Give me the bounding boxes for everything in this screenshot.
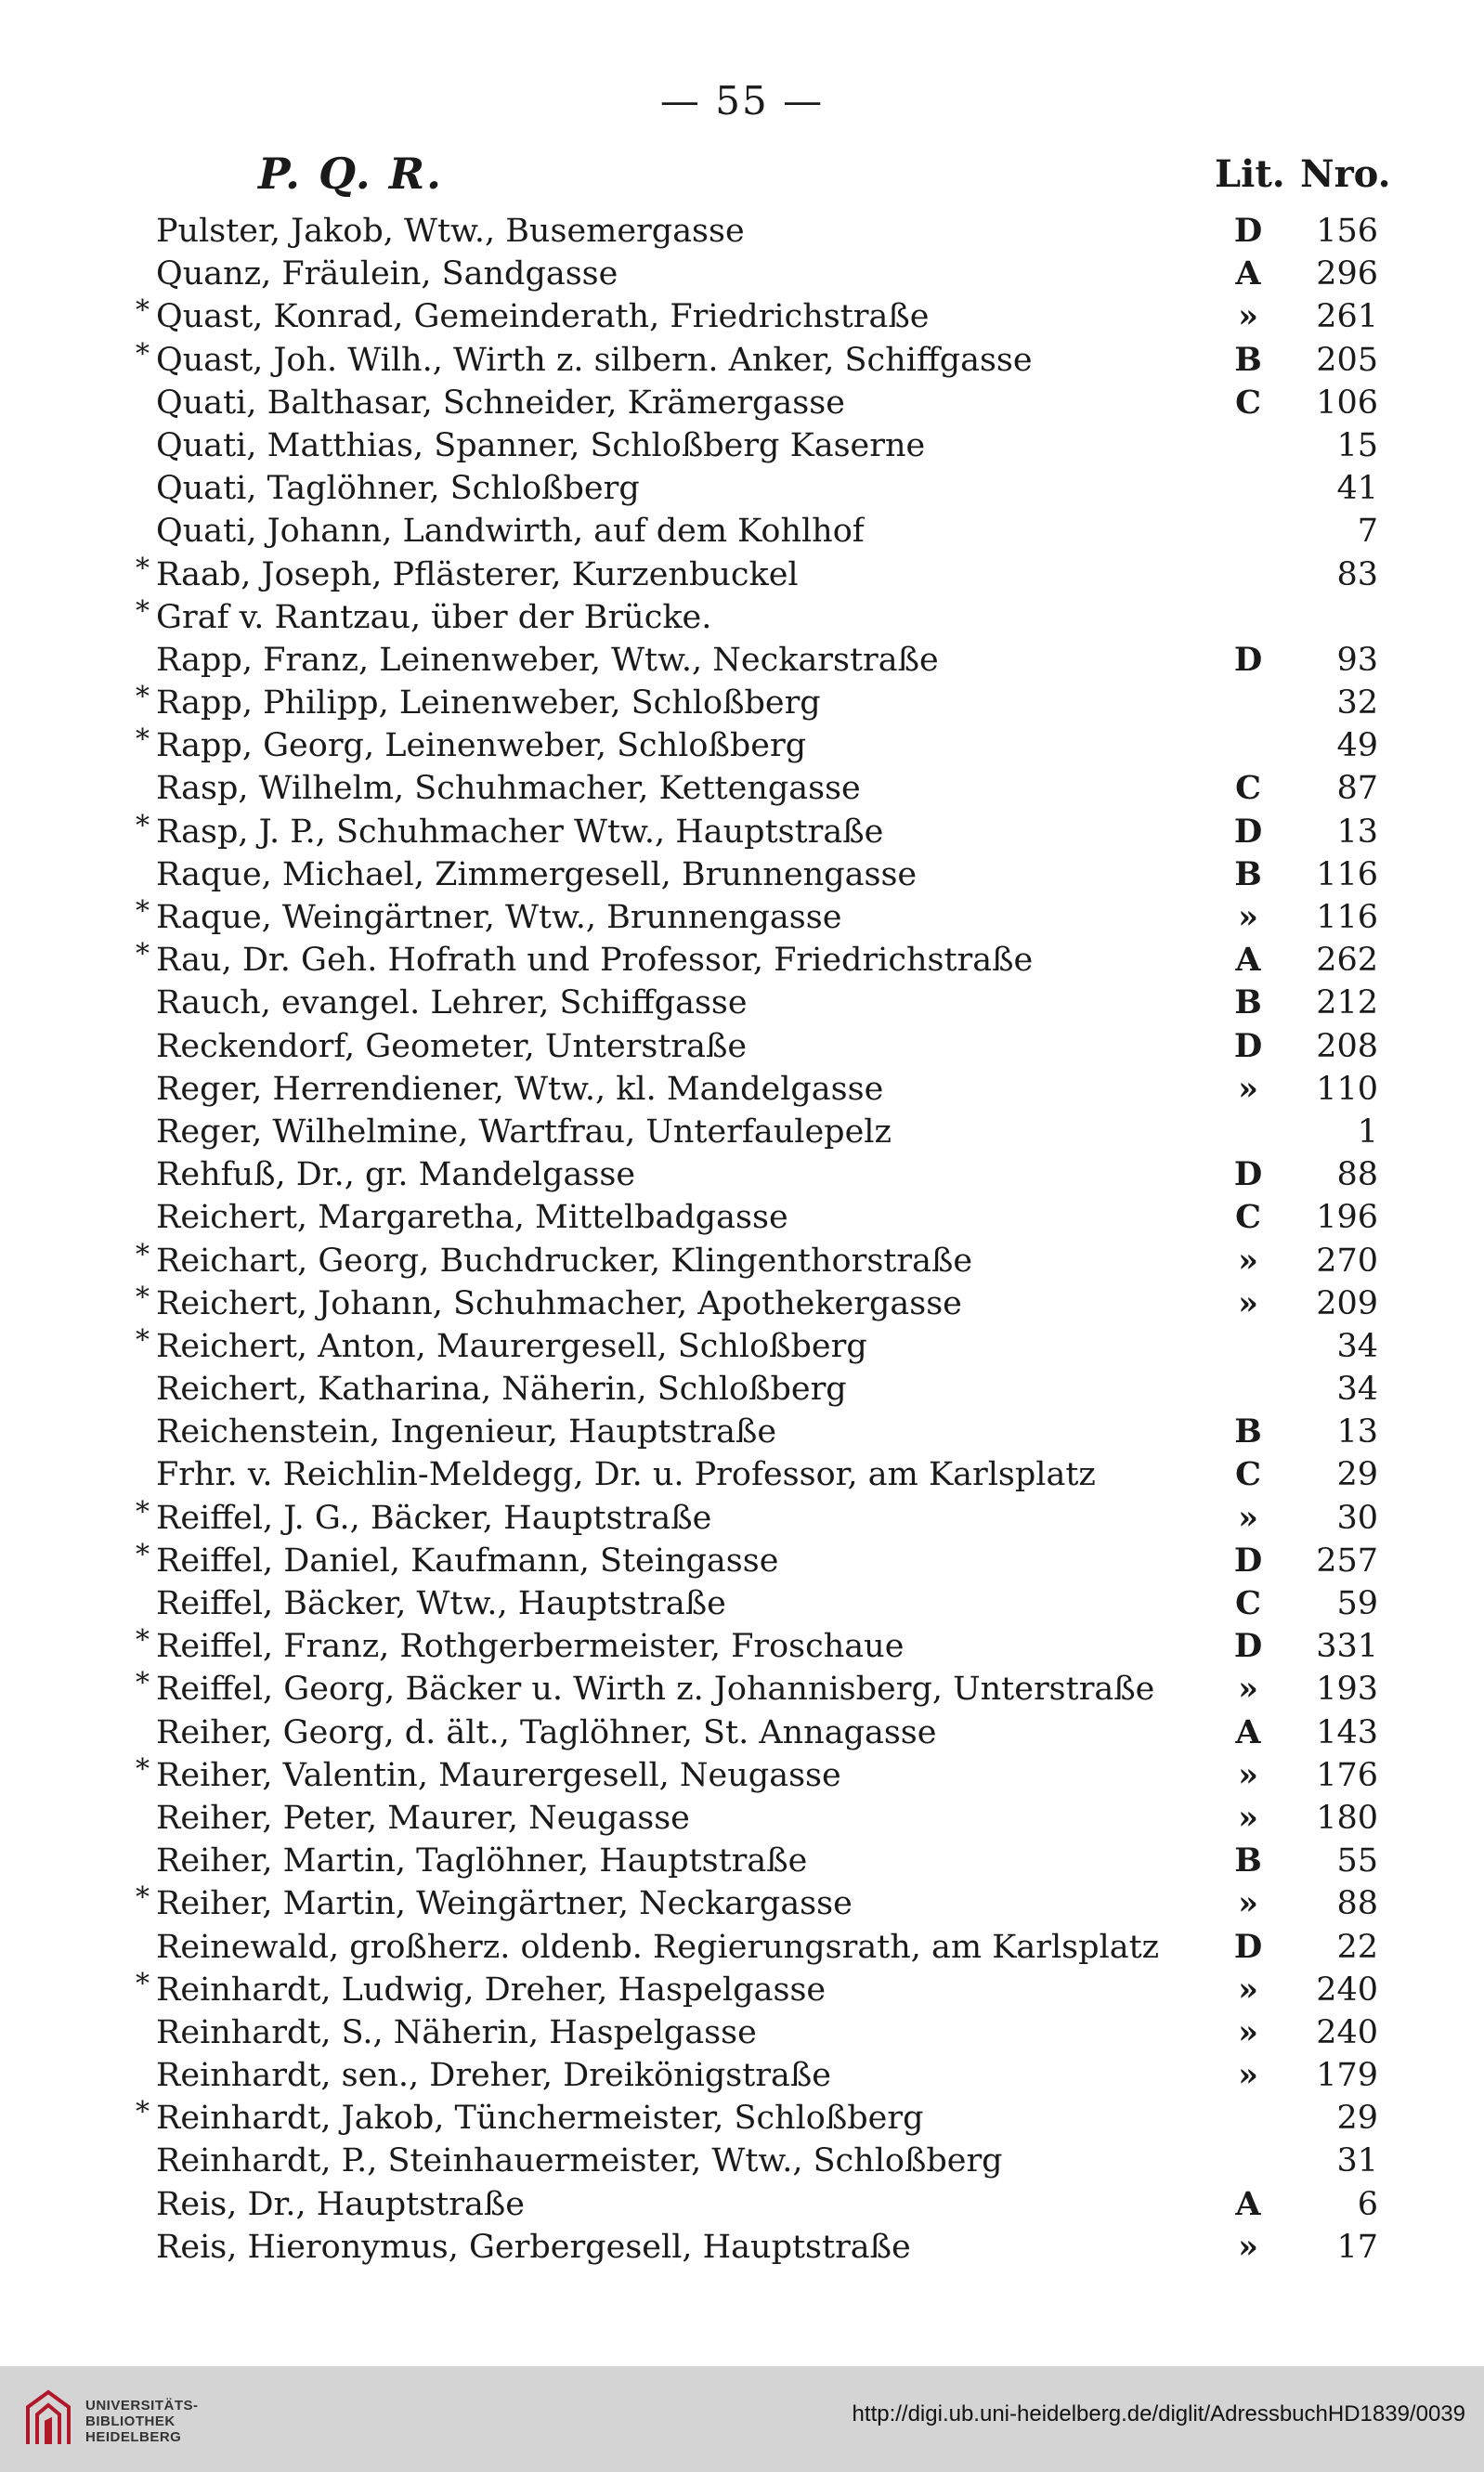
entry-nro: 15	[1336, 426, 1378, 464]
entry-nro: 41	[1336, 470, 1378, 508]
list-item	[0, 1840, 1484, 1882]
entry-marker: *	[136, 294, 150, 328]
entry-name: Rau, Dr. Geh. Hofrath und Professor, Friedrichstraße	[156, 942, 1034, 980]
entry-name: Frhr. v. Reichlin-Meldegg, Dr. u. Professor, am Karlsplatz	[156, 1456, 1096, 1494]
list-item	[0, 939, 1484, 982]
list-item	[0, 2183, 1484, 2226]
list-item	[0, 724, 1484, 767]
entry-nro: 205	[1316, 341, 1378, 379]
entry-nro: 87	[1336, 770, 1378, 808]
entry-name: Rasp, Wilhelm, Schuhmacher, Kettengasse	[156, 770, 861, 808]
entry-lit: D	[1233, 1026, 1263, 1065]
entry-nro: 106	[1316, 384, 1378, 422]
entry-lit: A	[1235, 2184, 1261, 2223]
list-item	[0, 2054, 1484, 2097]
entry-name: Reiher, Peter, Maurer, Neugasse	[156, 1799, 690, 1837]
entry-marker: *	[136, 1323, 150, 1357]
entry-lit: »	[1238, 1884, 1258, 1923]
entry-nro: 262	[1316, 942, 1378, 980]
entry-nro: 116	[1316, 855, 1378, 893]
entry-marker: *	[136, 1624, 150, 1658]
entry-marker: *	[136, 723, 150, 757]
list-item	[0, 1582, 1484, 1625]
entry-nro: 208	[1316, 1027, 1378, 1065]
list-item	[0, 1969, 1484, 2011]
entry-lit: »	[1238, 1798, 1258, 1837]
entry-lit: D	[1233, 1927, 1263, 1966]
entry-nro: 31	[1336, 2142, 1378, 2180]
logo-line-2: BIBLIOTHEK	[85, 2413, 176, 2429]
entry-lit: B	[1234, 1412, 1262, 1451]
column-header-nro: Nro.	[1300, 152, 1391, 196]
list-item	[0, 210, 1484, 253]
list-item	[0, 1797, 1484, 1840]
entry-lit: C	[1235, 1455, 1261, 1494]
entry-marker: *	[136, 1967, 150, 2000]
entry-name: Reichart, Georg, Buchdrucker, Klingenthorstraße	[156, 1242, 973, 1280]
entry-name: Reger, Herrendiener, Wtw., kl. Mandelgasse	[156, 1070, 884, 1108]
list-item	[0, 1153, 1484, 1196]
entry-name: Quati, Matthias, Spanner, Schloßberg Kaserne	[156, 426, 926, 464]
entry-marker: *	[136, 1538, 150, 1571]
entry-lit: »	[1238, 1498, 1258, 1537]
entry-nro: 30	[1336, 1499, 1378, 1537]
logo-line-1: UNIVERSITÄTS-	[85, 2398, 199, 2413]
entry-nro: 59	[1336, 1585, 1378, 1622]
entry-nro: 7	[1357, 513, 1378, 551]
entry-nro: 180	[1316, 1799, 1378, 1837]
entry-nro: 176	[1316, 1756, 1378, 1794]
entry-nro: 261	[1316, 298, 1378, 336]
entry-nro: 17	[1336, 2228, 1378, 2266]
list-item	[0, 1025, 1484, 1068]
list-item	[0, 1711, 1484, 1754]
entry-lit: »	[1238, 297, 1258, 336]
entry-nro: 55	[1336, 1842, 1378, 1880]
entry-name: Quast, Joh. Wilh., Wirth z. silbern. Anker, Schiffgasse	[156, 341, 1033, 379]
list-item	[0, 639, 1484, 682]
entry-nro: 34	[1336, 1371, 1378, 1409]
entry-marker: *	[136, 809, 150, 842]
entry-name: Reiffel, Georg, Bäcker u. Wirth z. Johannisberg, Unterstraße	[156, 1671, 1155, 1709]
page-number: — 55 —	[659, 78, 825, 124]
entry-lit: C	[1235, 1198, 1261, 1237]
source-url-link[interactable]: http://digi.ub.uni-heidelberg.de/diglit/AdressbuchHD1839/0039	[852, 2401, 1465, 2426]
entry-lit: C	[1235, 769, 1261, 808]
entry-name: Reinhardt, Ludwig, Dreher, Haspelgasse	[156, 1971, 827, 2009]
entry-nro: 88	[1336, 1156, 1378, 1194]
entry-nro: 156	[1316, 213, 1378, 250]
list-item	[0, 682, 1484, 724]
entry-marker: *	[136, 594, 150, 628]
entry-marker: *	[136, 938, 150, 971]
library-logo-icon	[20, 2387, 76, 2452]
entry-lit: D	[1233, 1627, 1263, 1666]
entry-name: Reiher, Valentin, Maurergesell, Neugasse	[156, 1756, 841, 1794]
list-item	[0, 896, 1484, 939]
entry-nro: 240	[1316, 2013, 1378, 2051]
entry-nro: 212	[1316, 984, 1378, 1022]
entry-nro: 179	[1316, 2057, 1378, 2095]
section-letter: P. Q. R.	[258, 149, 444, 199]
entry-name: Reichert, Anton, Maurergesell, Schloßberg	[156, 1327, 867, 1365]
list-item	[0, 382, 1484, 424]
list-item	[0, 2140, 1484, 2182]
entry-nro: 13	[1336, 1413, 1378, 1451]
entry-lit: »	[1238, 1241, 1258, 1280]
entry-name: Quati, Balthasar, Schneider, Krämergasse	[156, 384, 845, 422]
entry-name: Reinhardt, Jakob, Tünchermeister, Schloßberg	[156, 2100, 924, 2138]
entry-nro: 257	[1316, 1542, 1378, 1580]
entry-name: Reinhardt, P., Steinhauermeister, Wtw., Schloßberg	[156, 2142, 1003, 2180]
entry-nro: 6	[1357, 2185, 1378, 2223]
entry-lit: »	[1238, 1755, 1258, 1794]
list-item	[0, 1625, 1484, 1668]
entry-name: Graf v. Rantzau, über der Brücke.	[156, 598, 712, 636]
list-item	[0, 295, 1484, 338]
entry-nro: 29	[1336, 2100, 1378, 2138]
entry-name: Raque, Michael, Zimmergesell, Brunnengasse	[156, 855, 918, 893]
entry-nro: 193	[1316, 1671, 1378, 1709]
list-item	[0, 467, 1484, 510]
list-item	[0, 2226, 1484, 2269]
entry-name: Rapp, Georg, Leinenweber, Schloßberg	[156, 727, 807, 765]
entry-nro: 116	[1316, 899, 1378, 936]
entry-marker: *	[136, 895, 150, 928]
list-item	[0, 1196, 1484, 1239]
entry-marker: *	[136, 1238, 150, 1271]
entry-lit: »	[1238, 1283, 1258, 1322]
entry-lit: C	[1235, 1584, 1261, 1622]
list-item	[0, 767, 1484, 810]
entry-name: Reiher, Martin, Weingärtner, Neckargasse	[156, 1885, 853, 1923]
entry-lit: »	[1238, 2012, 1258, 2051]
entry-nro: 331	[1316, 1628, 1378, 1666]
list-item	[0, 2011, 1484, 2054]
list-item	[0, 853, 1484, 896]
list-item	[0, 1453, 1484, 1496]
entry-nro: 34	[1336, 1327, 1378, 1365]
entry-nro: 296	[1316, 255, 1378, 293]
entry-name: Quati, Taglöhner, Schloßberg	[156, 470, 640, 508]
entry-marker: *	[136, 1667, 150, 1700]
entry-nro: 32	[1336, 684, 1378, 722]
entry-nro: 240	[1316, 1971, 1378, 2009]
list-item	[0, 1282, 1484, 1325]
entry-name: Reichenstein, Ingenieur, Hauptstraße	[156, 1413, 777, 1451]
entry-nro: 209	[1316, 1284, 1378, 1322]
entry-nro: 13	[1336, 813, 1378, 851]
column-header-lit: Lit.	[1215, 152, 1285, 196]
list-item	[0, 1540, 1484, 1582]
entry-lit: D	[1233, 212, 1263, 250]
entry-marker: *	[136, 1495, 150, 1529]
entry-name: Rapp, Franz, Leinenweber, Wtw., Neckarstraße	[156, 641, 939, 679]
entry-lit: B	[1234, 1841, 1262, 1880]
entry-name: Reinewald, großherz. oldenb. Regierungsrath, am Karlsplatz	[156, 1928, 1160, 1966]
list-item	[0, 1368, 1484, 1411]
entry-nro: 83	[1336, 555, 1378, 593]
entry-name: Reinhardt, S., Näherin, Haspelgasse	[156, 2013, 757, 2051]
entry-lit: A	[1235, 1712, 1261, 1751]
entry-name: Reichert, Katharina, Näherin, Schloßberg	[156, 1371, 847, 1409]
entry-lit: D	[1233, 1541, 1263, 1580]
entry-marker: *	[136, 1281, 150, 1314]
entry-nro: 143	[1316, 1713, 1378, 1751]
entry-name: Reiher, Georg, d. ält., Taglöhner, St. Annagasse	[156, 1713, 937, 1751]
entry-name: Quast, Konrad, Gemeinderath, Friedrichstraße	[156, 298, 930, 336]
list-item	[0, 982, 1484, 1024]
entry-name: Reiffel, J. G., Bäcker, Hauptstraße	[156, 1499, 712, 1537]
entry-nro: 1	[1357, 1112, 1378, 1151]
list-item	[0, 1240, 1484, 1282]
list-item	[0, 811, 1484, 853]
entry-lit: »	[1238, 1069, 1258, 1108]
library-footer	[0, 2366, 1484, 2472]
entry-marker: *	[136, 1752, 150, 1786]
list-item	[0, 1411, 1484, 1453]
entry-name: Rasp, J. P., Schuhmacher Wtw., Hauptstraße	[156, 813, 884, 851]
entry-nro: 93	[1336, 641, 1378, 679]
list-item	[0, 553, 1484, 596]
entry-name: Rapp, Philipp, Leinenweber, Schloßberg	[156, 684, 821, 722]
entry-lit: »	[1238, 898, 1258, 936]
entry-lit: C	[1235, 383, 1261, 422]
list-item	[0, 1068, 1484, 1111]
entry-name: Reichert, Margaretha, Mittelbadgasse	[156, 1199, 788, 1237]
entry-name: Quati, Johann, Landwirth, auf dem Kohlhof	[156, 513, 865, 551]
list-item	[0, 1497, 1484, 1540]
entry-name: Reis, Hieronymus, Gerbergesell, Hauptstraße	[156, 2228, 911, 2266]
entry-name: Reichert, Johann, Schuhmacher, Apothekergasse	[156, 1284, 962, 1322]
entry-lit: »	[1238, 2056, 1258, 2095]
entry-name: Raque, Weingärtner, Wtw., Brunnengasse	[156, 899, 842, 936]
list-item	[0, 1754, 1484, 1797]
entry-lit: A	[1235, 941, 1261, 980]
address-list	[0, 210, 1484, 2269]
entry-name: Reiffel, Daniel, Kaufmann, Steingasse	[156, 1542, 779, 1580]
entry-name: Reiher, Martin, Taglöhner, Hauptstraße	[156, 1842, 808, 1880]
entry-marker: *	[136, 337, 150, 371]
entry-name: Rauch, evangel. Lehrer, Schiffgasse	[156, 984, 748, 1022]
entry-lit: B	[1234, 854, 1262, 893]
entry-nro: 196	[1316, 1199, 1378, 1237]
list-item	[0, 1111, 1484, 1153]
entry-lit: D	[1233, 640, 1263, 679]
entry-lit: D	[1233, 1155, 1263, 1194]
entry-name: Reger, Wilhelmine, Wartfrau, Unterfaulepelz	[156, 1112, 892, 1151]
entry-lit: »	[1238, 1970, 1258, 2009]
entry-marker: *	[136, 1881, 150, 1915]
entry-name: Quanz, Fräulein, Sandgasse	[156, 255, 618, 293]
list-item	[0, 1325, 1484, 1368]
list-item	[0, 424, 1484, 467]
entry-nro: 49	[1336, 727, 1378, 765]
entry-nro: 88	[1336, 1885, 1378, 1923]
library-logo-text	[85, 2398, 199, 2445]
entry-lit: »	[1238, 2227, 1258, 2266]
entry-name: Reinhardt, sen., Dreher, Dreikönigstraße	[156, 2057, 831, 2095]
entry-lit: A	[1235, 254, 1261, 293]
entry-nro: 110	[1316, 1070, 1378, 1108]
entry-name: Rehfuß, Dr., gr. Mandelgasse	[156, 1156, 636, 1194]
entry-nro: 270	[1316, 1242, 1378, 1280]
entry-lit: »	[1238, 1670, 1258, 1709]
entry-name: Raab, Joseph, Pflästerer, Kurzenbuckel	[156, 555, 799, 593]
section-header	[0, 149, 1484, 201]
entry-marker: *	[136, 681, 150, 714]
list-item	[0, 1668, 1484, 1711]
entry-name: Reiffel, Franz, Rothgerbermeister, Froschaue	[156, 1628, 905, 1666]
entry-nro: 22	[1336, 1928, 1378, 1966]
list-item	[0, 596, 1484, 639]
list-item	[0, 1882, 1484, 1925]
entry-nro: 29	[1336, 1456, 1378, 1494]
logo-line-3: HEIDELBERG	[85, 2429, 182, 2445]
entry-marker: *	[136, 552, 150, 585]
entry-lit: D	[1233, 812, 1263, 851]
entry-name: Pulster, Jakob, Wtw., Busemergasse	[156, 213, 745, 250]
list-item	[0, 253, 1484, 295]
entry-lit: B	[1234, 340, 1262, 379]
list-item	[0, 2097, 1484, 2140]
entry-marker: *	[136, 2096, 150, 2129]
entry-name: Reiffel, Bäcker, Wtw., Hauptstraße	[156, 1585, 726, 1622]
list-item	[0, 339, 1484, 382]
entry-lit: B	[1234, 983, 1262, 1022]
list-item	[0, 1926, 1484, 1969]
list-item	[0, 510, 1484, 553]
entry-name: Reis, Dr., Hauptstraße	[156, 2185, 525, 2223]
entry-name: Reckendorf, Geometer, Unterstraße	[156, 1027, 748, 1065]
